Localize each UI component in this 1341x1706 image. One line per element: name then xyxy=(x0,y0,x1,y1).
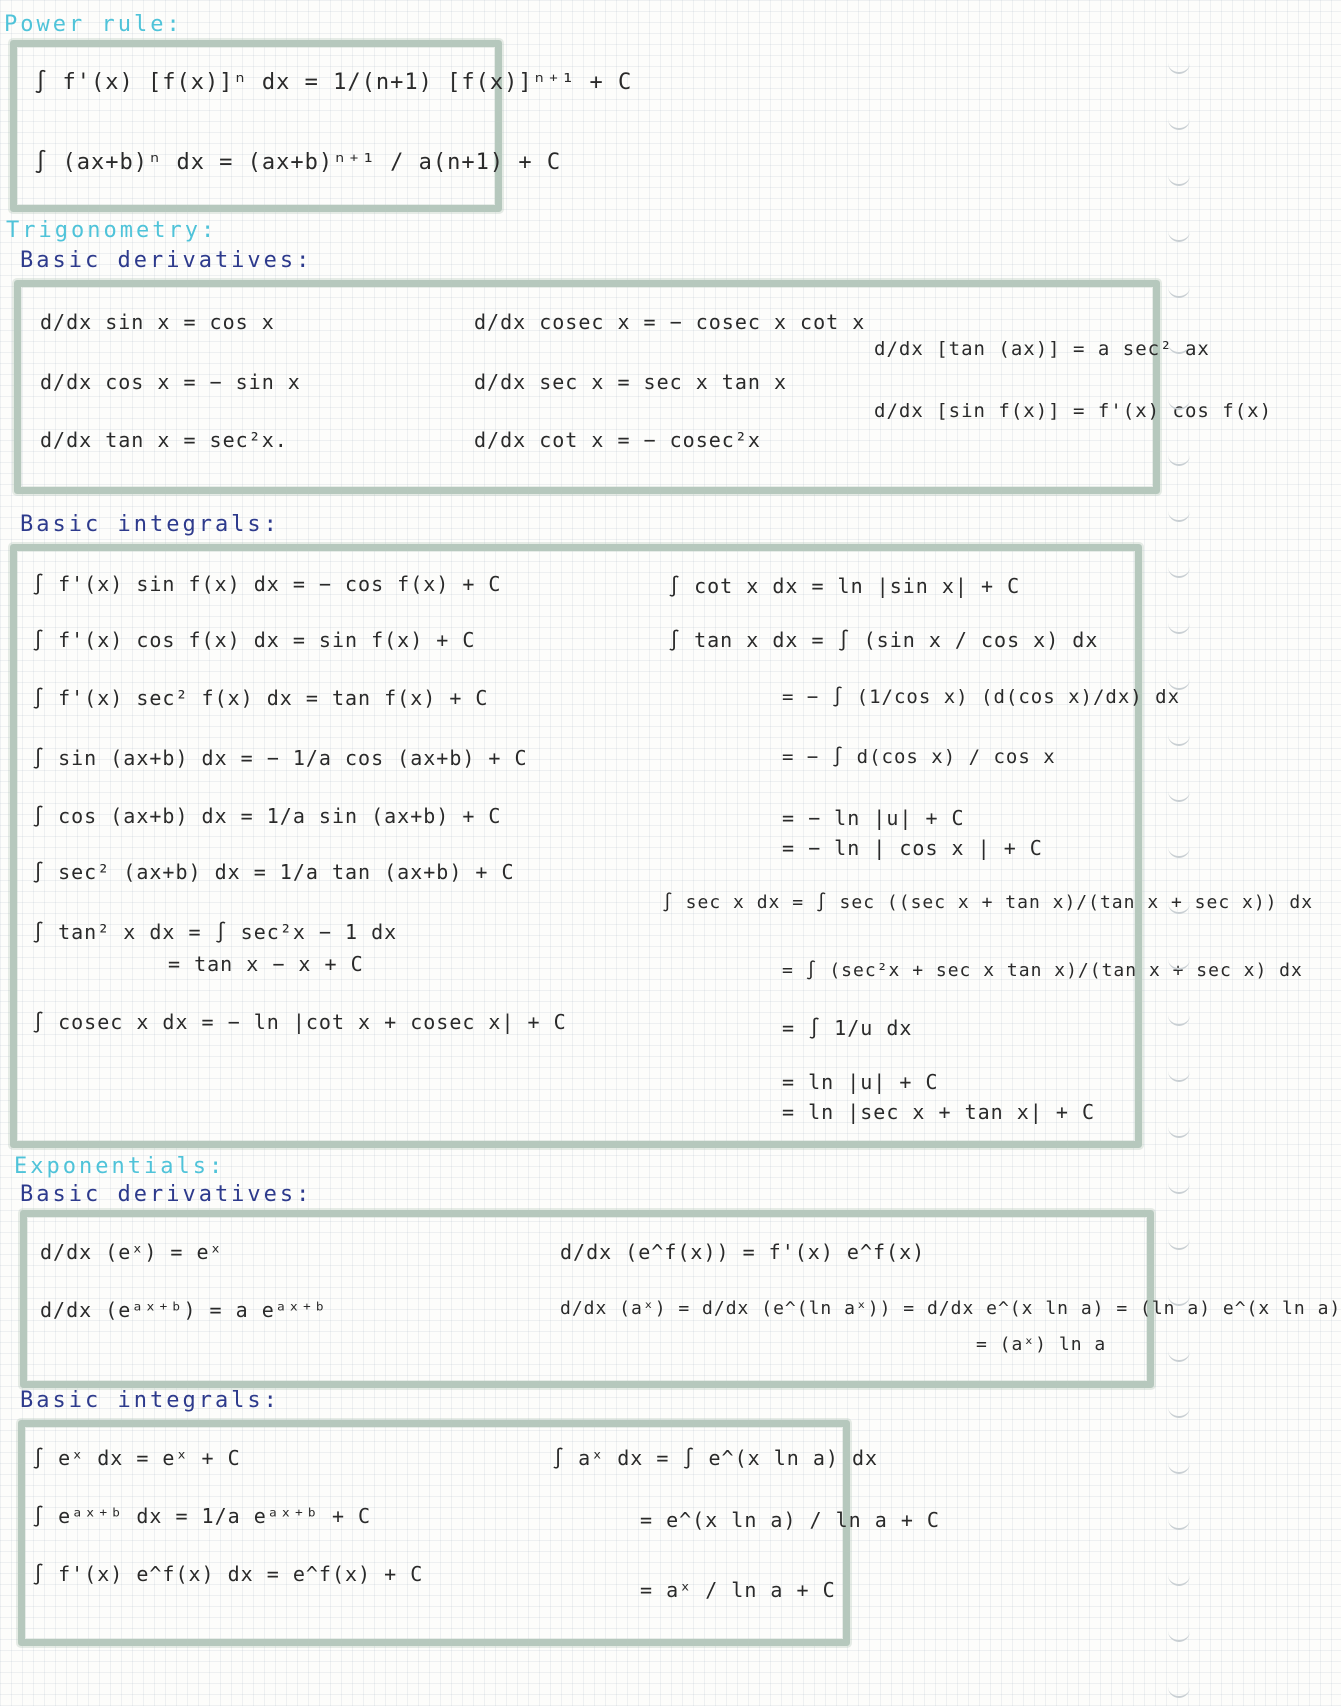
exp-integral: ∫ aˣ dx = ∫ e^(x ln a) dx xyxy=(552,1446,879,1470)
exp-integral: ∫ eᵃˣ⁺ᵇ dx = 1/a eᵃˣ⁺ᵇ + C xyxy=(32,1504,372,1528)
exp-derivative: d/dx (eᵃˣ⁺ᵇ) = a eᵃˣ⁺ᵇ xyxy=(40,1298,327,1322)
heading-trigonometry: Trigonometry: xyxy=(6,218,218,243)
exp-derivative: d/dx (e^f(x)) = f'(x) e^f(x) xyxy=(560,1240,926,1264)
ring-hole-mark xyxy=(1168,58,1190,74)
exp-integral: ∫ eˣ dx = eˣ + C xyxy=(32,1446,241,1470)
heading-exponentials: Exponentials: xyxy=(14,1154,226,1179)
ring-hole-mark xyxy=(1168,674,1190,690)
ring-hole-mark xyxy=(1168,954,1190,970)
ring-hole-mark xyxy=(1168,1234,1190,1250)
ring-hole-mark xyxy=(1168,1402,1190,1418)
trig-integral-right: = − ln | cos x | + C xyxy=(782,836,1043,860)
heading-exp-basic-integrals: Basic integrals: xyxy=(20,1388,280,1413)
trig-integral-left: ∫ f'(x) sin f(x) dx = − cos f(x) + C xyxy=(32,572,502,596)
ring-hole-mark xyxy=(1168,842,1190,858)
trig-integral-right: = ∫ (sec²x + sec x tan x)/(tan x + sec x) dx xyxy=(782,960,1303,981)
ring-hole-mark xyxy=(1168,898,1190,914)
power-rule-formula-1: ∫ f'(x) [f(x)]ⁿ dx = 1/(n+1) [f(x)]ⁿ⁺¹ + C xyxy=(34,70,633,95)
ring-hole-mark xyxy=(1168,1682,1190,1698)
trig-integral-right: = ln |u| + C xyxy=(782,1070,939,1094)
ring-hole-mark xyxy=(1168,786,1190,802)
exp-integral: = e^(x ln a) / ln a + C xyxy=(640,1508,940,1532)
exp-integral: = aˣ / ln a + C xyxy=(640,1578,836,1602)
trig-integral-right: ∫ tan x dx = ∫ (sin x / cos x) dx xyxy=(668,628,1099,652)
ring-hole-mark xyxy=(1168,1570,1190,1586)
ring-hole-mark xyxy=(1168,1290,1190,1306)
heading-exp-basic-derivatives: Basic derivatives: xyxy=(20,1182,313,1207)
ring-hole-mark xyxy=(1168,1458,1190,1474)
trig-integral-right: = − ∫ d(cos x) / cos x xyxy=(782,746,1056,768)
trig-integral-left: ∫ sec² (ax+b) dx = 1/a tan (ax+b) + C xyxy=(32,860,515,884)
trig-integral-left: ∫ f'(x) cos f(x) dx = sin f(x) + C xyxy=(32,628,476,652)
trig-derivative: d/dx sec x = sec x tan x xyxy=(474,370,787,394)
trig-derivative: d/dx cot x = − cosec²x xyxy=(474,428,761,452)
exp-derivative: d/dx (eˣ) = eˣ xyxy=(40,1240,223,1264)
ring-hole-mark xyxy=(1168,170,1190,186)
ring-hole-mark xyxy=(1168,506,1190,522)
trig-integral-left: ∫ sin (ax+b) dx = − 1/a cos (ax+b) + C xyxy=(32,746,528,770)
ring-hole-mark xyxy=(1168,226,1190,242)
trig-integral-right: = − ln |u| + C xyxy=(782,806,965,830)
trig-integral-left: ∫ f'(x) sec² f(x) dx = tan f(x) + C xyxy=(32,686,489,710)
trig-derivative: d/dx cosec x = − cosec x cot x xyxy=(474,310,866,334)
ring-hole-mark xyxy=(1168,1122,1190,1138)
ring-hole-mark xyxy=(1168,562,1190,578)
ring-hole-mark xyxy=(1168,450,1190,466)
ring-hole-mark xyxy=(1168,1514,1190,1530)
trig-derivative: d/dx cos x = − sin x xyxy=(40,370,301,394)
trig-integral-right: ∫ cot x dx = ln |sin x| + C xyxy=(668,574,1021,598)
trig-integral-left: ∫ tan² x dx = ∫ sec²x − 1 dx xyxy=(32,920,398,944)
trig-derivative: d/dx tan x = sec²x. xyxy=(40,428,288,452)
exp-derivative: d/dx (aˣ) = d/dx (e^(ln aˣ)) = d/dx e^(x ln a) = (ln a) e^(x ln a) xyxy=(560,1298,1341,1319)
trig-integral-left: = tan x − x + C xyxy=(168,952,364,976)
trig-integral-right: = ∫ 1/u dx xyxy=(782,1016,913,1040)
ring-hole-mark xyxy=(1168,114,1190,130)
heading-power-rule: Power rule: xyxy=(4,12,183,37)
ring-hole-mark xyxy=(1168,1346,1190,1362)
ring-hole-mark xyxy=(1168,1066,1190,1082)
ring-hole-mark xyxy=(1168,730,1190,746)
trig-integral-right: = − ∫ (1/cos x) (d(cos x)/dx) dx xyxy=(782,686,1181,708)
trig-integral-right: ∫ sec x dx = ∫ sec ((sec x + tan x)/(tan x + sec x)) dx xyxy=(662,892,1314,913)
ring-hole-mark xyxy=(1168,338,1190,354)
heading-trig-basic-derivatives: Basic derivatives: xyxy=(20,248,313,273)
trig-integral-right: = ln |sec x + tan x| + C xyxy=(782,1100,1095,1124)
trig-derivative: d/dx sin x = cos x xyxy=(40,310,275,334)
heading-trig-basic-integrals: Basic integrals: xyxy=(20,512,280,537)
ring-hole-mark xyxy=(1168,1626,1190,1642)
trig-derivative: d/dx [tan (ax)] = a sec² ax xyxy=(874,338,1210,360)
power-rule-box xyxy=(10,40,502,212)
ring-hole-mark xyxy=(1168,394,1190,410)
exp-derivative: = (aˣ) ln a xyxy=(976,1334,1107,1355)
trig-integral-left: ∫ cos (ax+b) dx = 1/a sin (ax+b) + C xyxy=(32,804,502,828)
exp-integral: ∫ f'(x) e^f(x) dx = e^f(x) + C xyxy=(32,1562,424,1586)
trig-derivative: d/dx [sin f(x)] = f'(x) cos f(x) xyxy=(874,400,1273,422)
power-rule-formula-2: ∫ (ax+b)ⁿ dx = (ax+b)ⁿ⁺¹ / a(n+1) + C xyxy=(34,150,562,175)
notebook-ring-holes xyxy=(1160,0,1200,1706)
ring-hole-mark xyxy=(1168,618,1190,634)
ring-hole-mark xyxy=(1168,1178,1190,1194)
ring-hole-mark xyxy=(1168,282,1190,298)
trig-integral-left: ∫ cosec x dx = − ln |cot x + cosec x| + C xyxy=(32,1010,567,1034)
ring-hole-mark xyxy=(1168,1010,1190,1026)
